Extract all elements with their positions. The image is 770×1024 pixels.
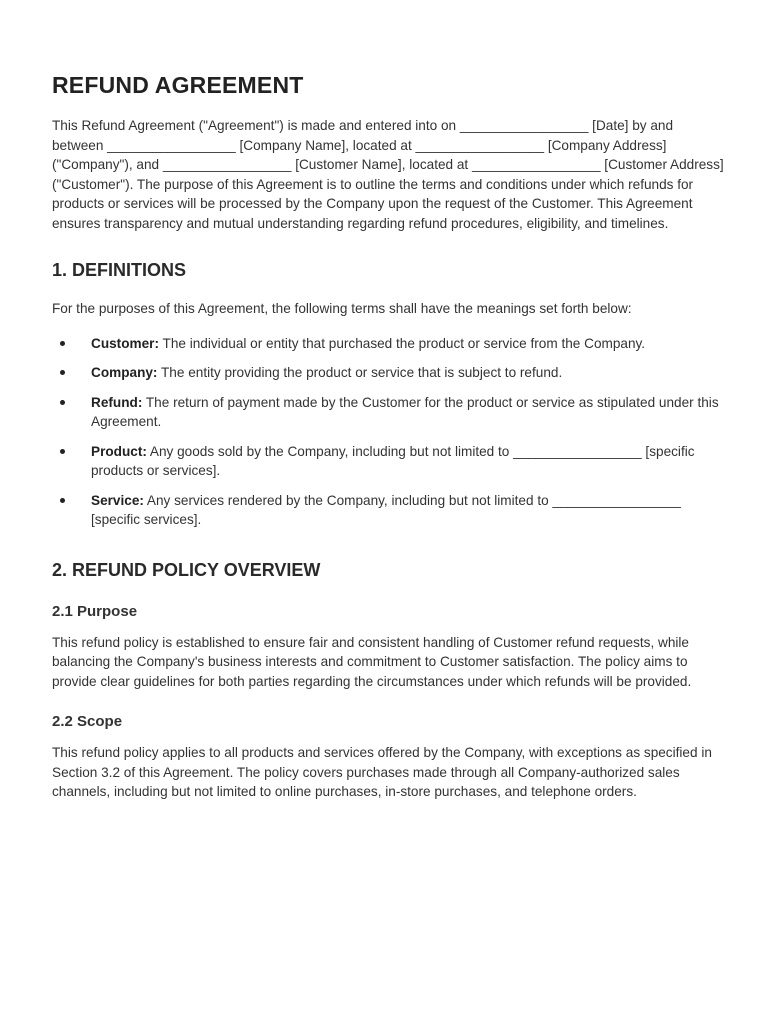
scope-heading: 2.2 Scope <box>52 713 123 730</box>
document-page <box>52 72 724 802</box>
definition-term: Service: <box>91 492 144 508</box>
purpose-paragraph: This refund policy is established to ensure fair and consistent handling of Customer refund requests, while balancing the Company's business interests and commitment to Customer satisfaction. The policy aims to provide clear guidelines for both parties regarding the circumstances under which refunds will be provided. <box>52 634 692 689</box>
definitions-lead: For the purposes of this Agreement, the following terms shall have the meanings set forth below: <box>52 301 632 316</box>
definition-text: The return of payment made by the Customer for the product or service as stipulated under this Agreement. <box>91 394 719 429</box>
document-title: REFUND AGREEMENT <box>52 72 304 98</box>
definition-text: Any goods sold by the Company, including but not limited to _________________ [specific products or services]. <box>91 443 695 478</box>
definitions-heading: 1. DEFINITIONS <box>52 260 187 280</box>
definition-text: The entity providing the product or service that is subject to refund. <box>157 365 563 380</box>
bullet-icon <box>60 449 65 454</box>
definition-item-product <box>52 442 724 481</box>
scope-paragraph: This refund policy applies to all products and services offered by the Company, with exceptions as specified in Section 3.2 of this Agreement. The policy covers purchases made through all Company-authorized sales channels, including but not limited to online purchases, in-store purchases, and telephone orders. <box>52 745 712 799</box>
bullet-icon <box>60 370 65 375</box>
definition-text: Any services rendered by the Company, including but not limited to _________________ [specific services]. <box>91 492 681 527</box>
definition-item-company <box>52 363 724 383</box>
definition-term: Company: <box>91 365 158 380</box>
purpose-heading: 2.1 Purpose <box>52 602 138 620</box>
definition-term: Refund: <box>91 394 143 410</box>
intro-paragraph: This Refund Agreement ("Agreement") is made and entered into on _________________ [Date] by and between _________________ [Company Name], located at _________________ [Company Address] ("Company"), and _________________ [Customer Name], located at _________________ [Customer Address] ("Customer"). The purpose of this Agreement is to outline the terms and conditions under which refunds for products or services will be processed by the Company upon the request of the Customer. This Agreement ensures transparency and mutual understanding regarding refund procedures, eligibility, and timelines. <box>52 118 724 231</box>
definition-term: Product: <box>91 443 147 459</box>
definitions-list <box>52 334 724 530</box>
definition-item-customer <box>52 334 724 354</box>
definition-item-refund <box>52 393 724 432</box>
bullet-icon <box>60 400 65 405</box>
definition-text: The individual or entity that purchased the product or service from the Company. <box>158 335 646 351</box>
definition-term: Customer: <box>91 335 159 351</box>
bullet-icon <box>60 498 65 503</box>
bullet-icon <box>60 341 65 346</box>
definition-item-service <box>52 491 724 530</box>
policy-heading: 2. REFUND POLICY OVERVIEW <box>52 559 321 580</box>
